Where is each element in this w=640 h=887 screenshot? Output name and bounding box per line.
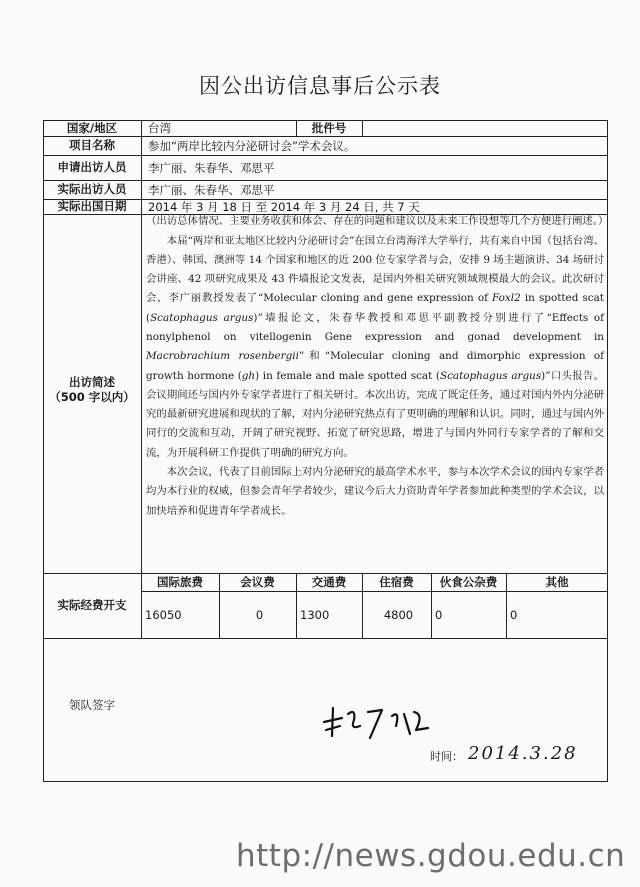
dates-value: 2014 年 3 月 18 日 至 2014 年 3 月 24 日, 共 7 天 [148, 199, 420, 214]
cost-value-lodging: 4800 [383, 607, 414, 622]
summary-label-line2: （500 字以内） [49, 390, 135, 404]
cost-value-travel: 16050 [145, 607, 182, 622]
cost-header-conference: 会议费 [240, 575, 275, 589]
cost-value-transport: 1300 [300, 607, 330, 622]
project-label: 项目名称 [69, 138, 115, 153]
applicants-value: 李广丽、朱春华、邓思平 [148, 160, 275, 175]
row-divider [43, 638, 608, 639]
actual-travelers-value: 李广丽、朱春华、邓思平 [148, 182, 275, 197]
cost-header-travel: 国际旅费 [157, 575, 203, 589]
label-column-divider [141, 120, 142, 638]
summary-paragraph-1: 本届“两岸和亚太地区比较内分泌研讨会”在国立台湾海洋大学举行，共有来自中国（包括台湾、香港）、韩国、澳洲等 14 个国家和地区的近 200 位专家学者与会，安排 9 场主题演讲、34 场研讨会讲座、42 项研究成果及 43 件墙报论文发表，是国内外相关研究领域规模最大的会议。此次研讨会，李广丽教授发表了“Molecular cloning and gene expression of Foxl2 in spotted scat (Scatophagus argus)”墙报论文，朱春华教授和邓思平副教授分别进行了“Effects of nonylphenol on vitellogenin Gene expression and gonad development in Macrobrachium rosenbergii”和“Molecular cloning and dimorphic expression of growth hormone (gh) in female and male spotted scat (Scatophagus argus)”口头报告。会议期间还与国内外专家学者进行了相关研讨。本次出访，完成了既定任务，通过对国内外内分泌研究的最新研究进展和现状的了解，对内分泌研究热点有了更明确的理解和认识。同时，通过与国内外同行的交流和互动，开阔了研究视野、拓宽了研究思路，增进了与国内外同行专家学者的了解和交流，为开展科研工作提供了明确的研究方向。 [146, 234, 605, 459]
cost-header-transport: 交通费 [311, 575, 347, 589]
cost-header-meals: 伙食公杂费 [439, 575, 498, 589]
handwritten-signature [320, 700, 440, 744]
project-value: 参加“两岸比较内分泌研讨会”学术会议。 [148, 138, 356, 153]
cost-value-conference: 0 [255, 607, 264, 622]
signature-date-value: 2014.3.28 [468, 742, 578, 764]
actual-travelers-label: 实际出访人员 [57, 182, 127, 197]
document-title: 因公出访信息事后公示表 [199, 74, 441, 98]
approval-label: 批件号 [311, 120, 347, 135]
source-url-watermark: http://news.gdou.edu.cn [236, 838, 626, 874]
country-label: 国家/地区 [66, 120, 118, 135]
costs-label: 实际经费开支 [57, 598, 127, 613]
summary-paragraph-2: 本次会议，代表了目前国际上对内分泌研究的最高学术水平，参与本次学术会议的国内专家学者均为本行业的权威，但参会青年学者较少，建议今后大力资助青年学者参加此种类型的学术会议，以加快培养和促进青年学者成长。 [146, 466, 604, 517]
col-divider [362, 120, 363, 136]
cost-value-meals: 0 [435, 607, 443, 622]
cost-value-other: 0 [510, 607, 518, 622]
summary-body [146, 214, 609, 521]
cost-header-other: 其他 [545, 575, 569, 589]
summary-label-line1: 出访简述 [69, 375, 115, 390]
signature-date-label: 时间： [430, 750, 463, 763]
applicants-label: 申请出访人员 [57, 160, 127, 175]
dates-label: 实际出国日期 [57, 199, 127, 214]
country-value: 台湾 [148, 121, 171, 135]
summary-instruction: （出访总体情况、主要业务收获和体会、存在的问题和建议以及未来工作设想等几个方便进行阐述。） [146, 215, 609, 227]
leader-signature-label: 领队签字 [69, 697, 115, 712]
cost-header-lodging: 住宿费 [379, 575, 414, 589]
summary-label [43, 370, 141, 410]
